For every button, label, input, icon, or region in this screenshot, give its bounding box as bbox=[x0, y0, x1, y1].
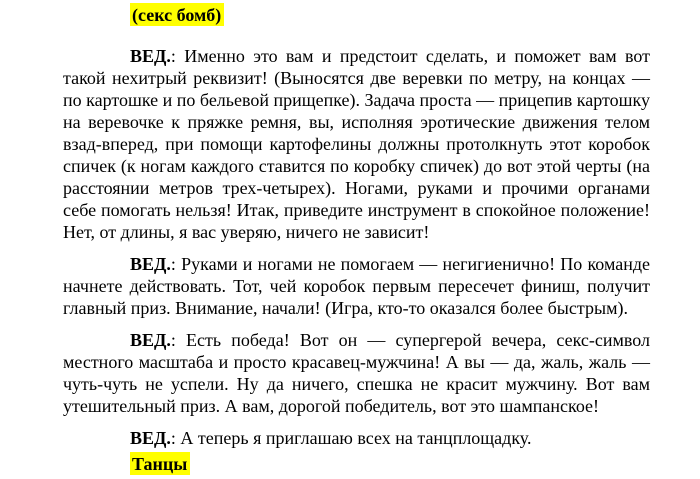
highlighted-heading-top: (секс бомб) bbox=[130, 3, 224, 26]
paragraph-2 bbox=[63, 253, 650, 319]
section-heading-bottom bbox=[130, 453, 650, 475]
speaker-label: ВЕД. bbox=[130, 330, 171, 350]
paragraph-text: : А теперь я приглашаю всех на танцплощадку. bbox=[170, 428, 532, 448]
speaker-label: ВЕД. bbox=[130, 254, 171, 274]
paragraph-text: : Руками и ногами не помогаем — негигиенично! По команде начнете действовать. Тот, чей коробок первым пересечет финиш, получит главный приз. Внимание, начали! (Игра, кто-то оказался более быстрым). bbox=[63, 254, 650, 318]
paragraph-1 bbox=[63, 45, 650, 243]
speaker-label: ВЕД. bbox=[130, 428, 171, 448]
paragraph-text: : Есть победа! Вот он — супергерой вечера, секс-символ местного масштаба и просто красавец-мужчина! А вы — да, жаль, жаль — чуть-чуть не успели. Ну да ничего, спешка не красит мужчину. Вот вам утешительный приз. А вам, дорогой победитель, вот это шампанское! bbox=[63, 330, 650, 416]
section-heading-top bbox=[130, 4, 650, 26]
paragraph-text: : Именно это вам и предстоит сделать, и поможет вам вот такой нехитрый реквизит! (Выносятся две веревки по метру, на концах — по картошке и по бельевой прищепке). Задача проста — прицепив картошку на веревочке к пряжке ремня, вы, исполняя эротические движения телом взад-вперед, при помощи картофелины должны протолкнуть этот коробок спичек (к ногам каждого ставится по коробку спичек) до вот этой черты (на расстоянии метров трех-четырех). Ногами, руками и прочими органами себе помогать нельзя! Итак, приведите инструмент в спокойное положение! Нет, от длины, я вас уверяю, ничего не зависит! bbox=[63, 46, 651, 242]
paragraph-3 bbox=[63, 329, 650, 417]
highlighted-heading-bottom: Танцы bbox=[130, 452, 190, 475]
speaker-label: ВЕД. bbox=[130, 46, 171, 66]
paragraph-4 bbox=[63, 427, 650, 449]
script-text-block bbox=[63, 4, 650, 475]
